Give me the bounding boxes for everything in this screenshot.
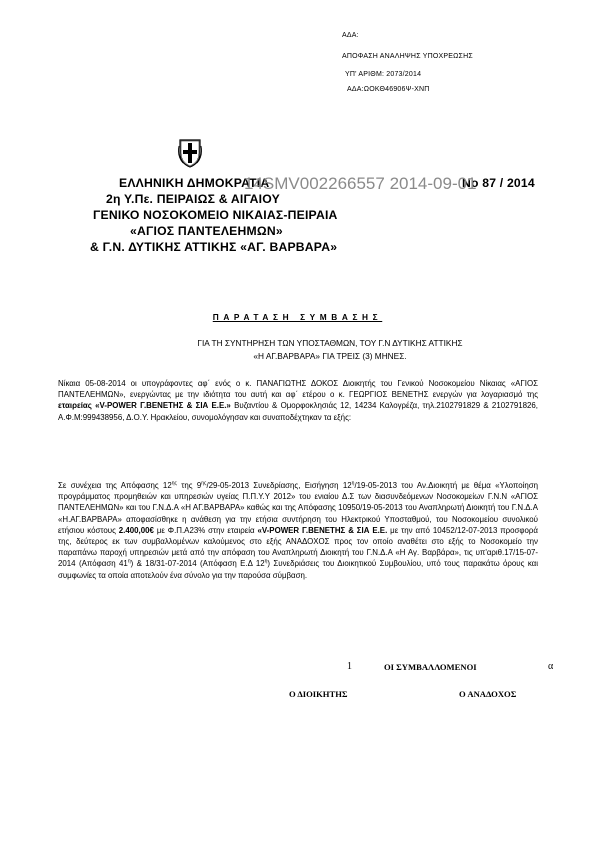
superscript: ης: [201, 480, 207, 487]
superscript: η: [127, 558, 131, 565]
decision-text: με την από 10452/12-07-2013 προσφορά της, δεύτερος εκ των συμβαλλομένων καλούμενος στο εξής ΑΝΑΔΟΧΟΣ προς τον οποίο αναθέτει στο εξής το Νοσοκομείο την παραπάνω παροχή υπηρεσιών μετά από την απόφαση του Αναπληρωτή Διοικητή του Γ.Ν.Δ.Α «Η Αγ. Βαρβάρα», τις υπ'αριθ.17/15-07-2014 (Απόφαση 41: [58, 525, 538, 569]
decision-type: ΑΠΟΦΑΣΗ ΑΝΑΛΗΨΗΣ ΥΠΟΧΡΕΩΣΗΣ: [342, 53, 473, 60]
intro-text-continued: Βυζαντίου & Ομορφοκλησιάς 12, 14234 Καλογρέζα, τηλ.2102791829 & 2102791826, Α.Φ.Μ:999438956, Δ.Ο.Υ. Ηρακλείου, συνομολόγησαν και συναποδέχτηκαν τα εξής:: [58, 401, 539, 422]
section-mark: α: [548, 661, 554, 672]
subtitle-line-1: ΓΙΑ ΤΗ ΣΥΝΤΗΡΗΣΗ ΤΩΝ ΥΠΟΣΤΑΘΜΩΝ, ΤΟΥ Γ.Ν ΔΥΤΙΚΗΣ ΑΤΤΙΚΗΣ: [197, 338, 463, 348]
ada-code: ΑΔΑ:ΩΟΚΘ46906Ψ-ΧΝΠ: [347, 86, 430, 93]
hellenic-republic-emblem-icon: [177, 138, 203, 168]
decision-text: με Φ.Π.Α23% στην εταιρεία: [153, 525, 258, 535]
contractor-company: εταιρείας «V-POWER Γ.ΒΕΝΕΤΗΣ & ΣΙΑ Ε.Ε.»: [58, 401, 231, 411]
decision-text: /29-05-2013 Συνεδρίασης, Εισήγηση 12: [206, 481, 352, 490]
intro-paragraph: [58, 378, 538, 423]
decision-text: ) & 18/31-07-2014 (Απόφαση Ε.Δ 12: [130, 559, 265, 569]
parties-heading: ΟΙ ΣΥΜΒΑΛΛΟΜΕΝΟΙ: [384, 662, 477, 672]
superscript: η: [351, 480, 355, 487]
contractor-company: «V-POWER Γ.ΒΕΝΕΤΗΣ & ΣΙΑ Ε.Ε.: [257, 525, 388, 535]
document-title: [0, 312, 595, 322]
document-number: Νο 87 / 2014: [462, 176, 535, 190]
ada-label: ΑΔΑ:: [342, 32, 359, 39]
document-title-text: ΠΑΡΑΤΑΣΗ ΣΥΜΒΑΣΗΣ: [212, 312, 383, 322]
decision-paragraph: [58, 480, 538, 581]
decision-text: Σε συνέχεια της Απόφασης 12: [58, 481, 172, 490]
decision-text: /19-05-2013 του Αν.Διοικητή με θέμα «Υλοποίηση προγράμματος προμηθειών και υπηρεσιών υγείας Π.Π.Υ.Υ 2012» του ενιαίου Δ.Σ των διασυνδεόμενων Νοσοκομείων Γ.Ν.Ν «ΑΓΙΟΣ ΠΑΝΤΕΛΕΗΜΩΝ» και του Γ.Ν.Δ.Α «Η ΑΓ.ΒΑΡΒΑΡΑ» καθώς και της Απόφασης 10950/19-05-2013 του Αναπληρωτή Διοικητή του Γ.Ν.Δ.Α «Η.ΑΓ.ΒΑΡΒΑΡΑ» αποφασίσθηκε η ανάθεση για την ετήσια συντήρηση του Ηλεκτρικού Υποσταθμού, του Νοσοκομείου συνολικού ετήσιου κόστους: [58, 481, 538, 535]
protocol-number: ΥΠ' ΑΡΙΘΜ: 2073/2014: [345, 71, 422, 78]
superscript: η: [264, 558, 268, 565]
header-hospital-name: «ΑΓΙΟΣ ΠΑΝΤΕΛΕΗΜΩΝ»: [130, 224, 283, 238]
signature-contractor: Ο ΑΝΑΔΟΧΟΣ: [459, 689, 517, 699]
header-region: 2η Υ.Πε. ΠΕΙΡΑΙΩΣ & ΑΙΓΑΙΟΥ: [106, 192, 280, 206]
header-second-hospital: & Γ.Ν. ΔΥΤΙΚΗΣ ΑΤΤΙΚΗΣ «ΑΓ. ΒΑΡΒΑΡΑ»: [90, 240, 338, 254]
header-hospital: ΓΕΝΙΚΟ ΝΟΣΟΚΟΜΕΙΟ ΝΙΚΑΙΑΣ-ΠΕΙΡΑΙΑ: [93, 208, 338, 222]
decision-text: της 9: [176, 481, 202, 490]
subtitle-line-2: «Η ΑΓ.ΒΑΡΒΑΡΑ» ΓΙΑ ΤΡΕΙΣ (3) ΜΗΝΕΣ.: [253, 351, 407, 361]
contract-amount: 2.400,00€: [118, 525, 154, 535]
decision-text: ) Συνεδριάσεις του Διοικητικού Συμβουλίου, υπό τους παρακάτω όρους και συμφωνίες τα οποία αποτελούν ένα σύνολο για την παρούσα σύμβαση.: [58, 559, 538, 580]
header-country: ΕΛΛΗΝΙΚΗ ΔΗΜΟΚΡΑΤΙΑ: [119, 176, 270, 190]
intro-text: Νίκαια 05-08-2014 οι υπογράφοντες αφ΄ ενός ο κ. ΠΑΝΑΓΙΩΤΗΣ ΔΟΚΟΣ Διοικητής του Γενικού Νοσοκομείου Νίκαιας «ΑΓΙΟΣ ΠΑΝΤΕΛΕΗΜΩΝ», ενεργώντας με την ιδιότητα του αυτή και αφ΄ ετέρου ο κ. ΓΕΩΡΓΙΟΣ ΒΕΝΕΤΗΣ ενεργών για λογαριασμό της: [58, 379, 538, 400]
section-number: 1: [347, 661, 352, 672]
signature-director: Ο ΔΙΟΙΚΗΤΗΣ: [289, 689, 348, 699]
superscript: ης: [171, 480, 177, 487]
watermark: 14SMV002266557 2014-09-01: [244, 174, 477, 193]
